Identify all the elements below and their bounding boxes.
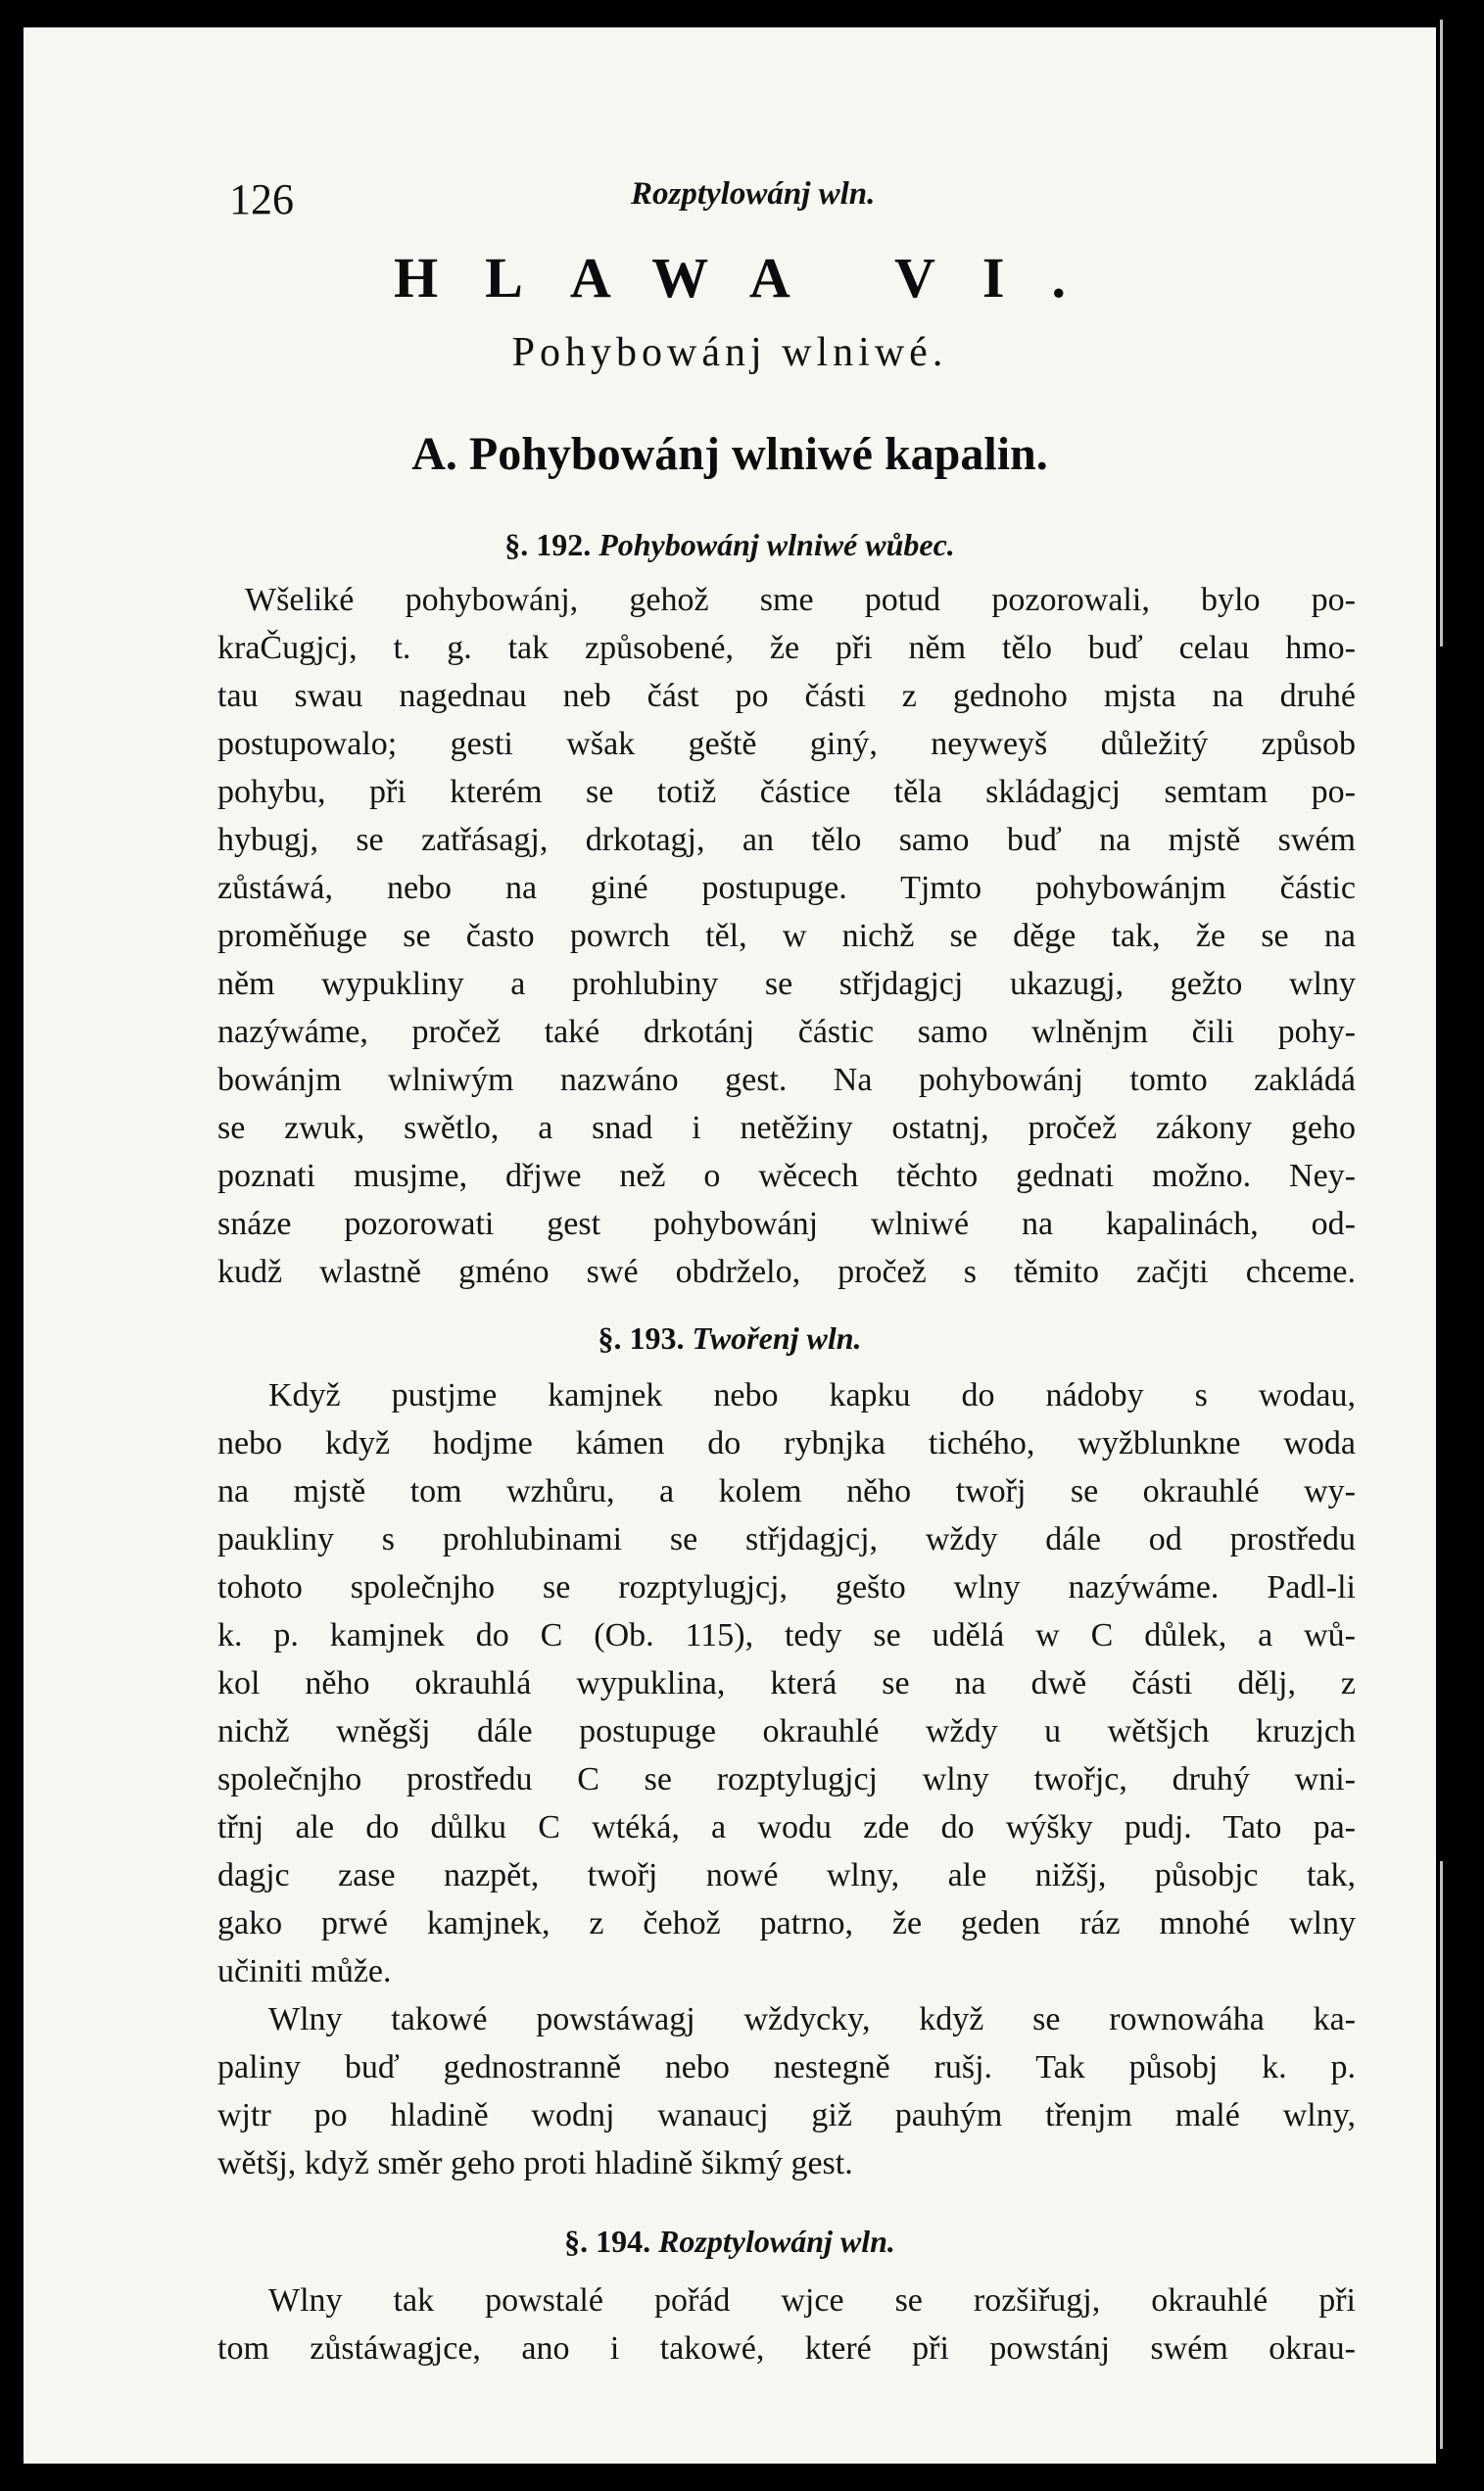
running-head: Rozptylowánj wln. bbox=[631, 176, 876, 212]
right-page-edge bbox=[1436, 0, 1484, 2491]
text-line: Když pustjme kamjnek nebo kapku do nádoby s wodau, bbox=[268, 1377, 1356, 1413]
text-line: paukliny s prohlubinami se střjdagjcj, wždy dále od prostředu bbox=[217, 1521, 1356, 1557]
paragraph-heading bbox=[24, 527, 1436, 563]
text-line: kudž wlastně gméno swé obdrželo, pročež s těmito začjti chceme. bbox=[217, 1254, 1356, 1290]
paragraph-number: §. 192. bbox=[504, 527, 592, 562]
text-line: Wlny takowé powstáwagj wždycky, když se rownowáha ka- bbox=[268, 2001, 1356, 2037]
text-line: učiniti může. bbox=[217, 1953, 392, 1989]
text-line: gako prwé kamjnek, z čehož patrno, že geden ráz mnohé wlny bbox=[217, 1905, 1356, 1941]
text-line: na mjstě tom wzhůru, a kolem něho twořj se okrauhlé wy- bbox=[217, 1473, 1356, 1509]
text-line: wjtr po hladině wodnj wanaucj giž pauhým třenjm malé wlny, bbox=[217, 2097, 1356, 2133]
section-title: A. Pohybowánj wlniwé kapalin. bbox=[411, 428, 1048, 480]
paragraph-heading bbox=[24, 1320, 1436, 1357]
page-edge-highlight bbox=[1440, 1861, 1443, 2449]
text-line: Wšeliké pohybowánj, gehož sme potud pozorowali, bylo po- bbox=[245, 582, 1356, 618]
text-line: k. p. kamjnek do C (Ob. 115), tedy se udělá w C důlek, a wů- bbox=[217, 1617, 1356, 1653]
text-line: proměňuge se často powrch těl, w nichž se děge tak, že se na bbox=[217, 918, 1356, 954]
chapter-title: HLAWA VI. bbox=[394, 246, 1113, 310]
text-line: nebo když hodjme kámen do rybnjka tichého, wyžblunkne woda bbox=[217, 1425, 1356, 1461]
text-line: poznati musjme, dřjwe než o wěcech těchto gednati možno. Ney- bbox=[217, 1158, 1356, 1194]
paragraph-title: Twořenj wln. bbox=[692, 1320, 862, 1356]
text-line: hybugj, se zatřásagj, drkotagj, an tělo samo buď na mjstě swém bbox=[217, 822, 1356, 858]
text-line: dagjc zase nazpět, twořj nowé wlny, ale nižšj, působjc tak, bbox=[217, 1857, 1356, 1893]
text-line: nazýwáme, pročež také drkotánj částic samo wlněnjm čili pohy- bbox=[217, 1014, 1356, 1050]
text-line: wětšj, když směr geho proti hladině šikmý gest. bbox=[217, 2145, 853, 2181]
chapter-subtitle: Pohybowánj wlniwé. bbox=[511, 330, 948, 375]
paragraph-title: Pohybowánj wlniwé wůbec. bbox=[598, 527, 955, 562]
text-line: tom zůstáwagjce, ano i takowé, které při powstánj swém okrau- bbox=[217, 2330, 1356, 2367]
text-line: kol něho okrauhlá wypuklina, která se na dwě části dělj, z bbox=[217, 1665, 1356, 1701]
page-edge-highlight bbox=[1440, 20, 1443, 647]
text-line: něm wypukliny a prohlubiny se střjdagjcj ukazugj, gežto wlny bbox=[217, 966, 1356, 1002]
text-line: Wlny tak powstalé pořád wjce se rozšiřugj, okrauhlé při bbox=[268, 2282, 1356, 2319]
text-line: kraČugjcj, t. g. tak způsobené, že při něm tělo buď celau hmo- bbox=[217, 630, 1356, 666]
text-line: snáze pozorowati gest pohybowánj wlniwé na kapalinách, od- bbox=[217, 1206, 1356, 1242]
book-page bbox=[24, 27, 1436, 2464]
text-line: společnjho prostředu C se rozptylugjcj wlny twořjc, druhý wni- bbox=[217, 1761, 1356, 1797]
text-line: se zwuk, swětlo, a snad i netěžiny ostatnj, pročež zákony geho bbox=[217, 1110, 1356, 1146]
page-number: 126 bbox=[229, 175, 294, 223]
paragraph-heading bbox=[24, 2224, 1436, 2260]
text-line: paliny buď gednostranně nebo nestegně rušj. Tak působj k. p. bbox=[217, 2049, 1356, 2085]
text-line: bowánjm wlniwým nazwáno gest. Na pohybowánj tomto zakládá bbox=[217, 1062, 1356, 1098]
paragraph-number: §. 193. bbox=[598, 1320, 685, 1356]
text-line: pohybu, při kterém se totiž částice těla skládagjcj semtam po- bbox=[217, 774, 1356, 810]
paragraph-number: §. 194. bbox=[564, 2224, 651, 2259]
text-line: zůstáwá, nebo na giné postupuge. Tjmto pohybowánjm částic bbox=[217, 870, 1356, 906]
text-line: třnj ale do důlku C wtéká, a wodu zde do wýšky pudj. Tato pa- bbox=[217, 1809, 1356, 1845]
text-line: tau swau nagednau neb část po části z gednoho mjsta na druhé bbox=[217, 678, 1356, 714]
paragraph-title: Rozptylowánj wln. bbox=[658, 2224, 895, 2259]
text-line: postupowalo; gesti wšak geště giný, neyweyš důležitý způsob bbox=[217, 726, 1356, 762]
text-line: tohoto společnjho se rozptylugjcj, gešto wlny nazýwáme. Padl-li bbox=[217, 1569, 1356, 1605]
text-line: nichž wněgšj dále postupuge okrauhlé wždy u wětšjch kruzjch bbox=[217, 1713, 1356, 1749]
